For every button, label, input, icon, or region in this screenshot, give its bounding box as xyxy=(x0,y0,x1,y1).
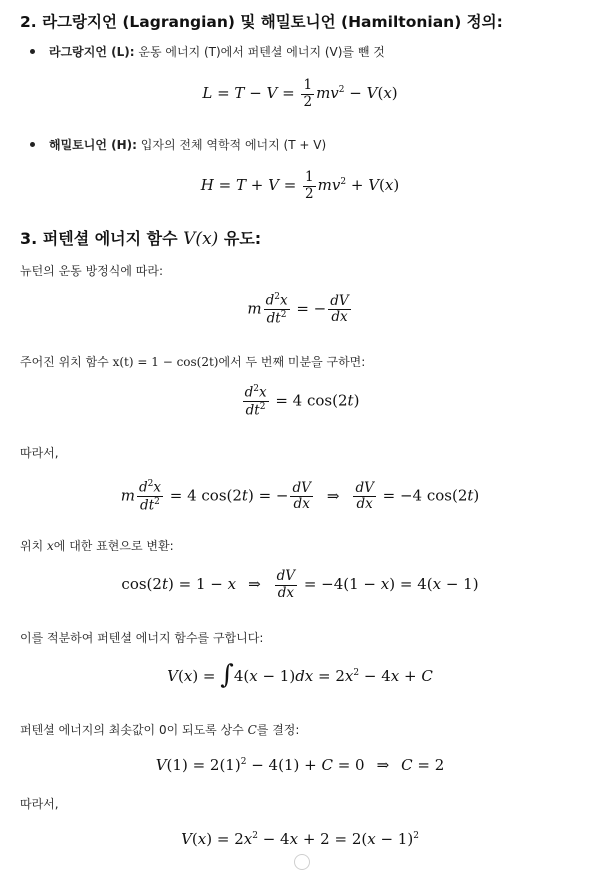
integral-equation: $V(x) = \int 4(x - 1)dx = 2x^2 - 4x + C$ xyxy=(167,660,433,690)
hamiltonian-desc: 입자의 전체 역학적 에너지 (T + V) xyxy=(140,138,327,152)
express-text: 위치 x에 대한 표현으로 변환: xyxy=(20,539,174,553)
substitution-equation: cos(2t) = 1 − x ⇒ $\frac{dV}{dx}$ = −4(1 − x) = 4(x − 1) xyxy=(121,568,479,601)
hamiltonian-equation: H = T + V = $\frac{1}{2}$ $mv^2 + V(x)$ xyxy=(200,169,400,202)
therefore-text-2: 따라서, xyxy=(20,797,59,811)
bullet-dot xyxy=(30,142,35,147)
therefore-text-1: 따라서, xyxy=(20,446,59,460)
lagrangian-term: 라그랑지언 (L): xyxy=(49,45,135,59)
second-derivative-equation: $\frac{d^2x}{dt^2}$ = 4 cos(2t) xyxy=(244,384,360,419)
position-text: 주어진 위치 함수 x(t) = 1 − cos(2t)에서 두 번째 미분을 구하면: xyxy=(20,355,366,369)
constant-text: 퍼텐셜 에너지의 최솟값이 0이 되도록 상수 C를 결정: xyxy=(20,723,300,737)
section-2-heading: 2. 라그랑지언 (Lagrangian) 및 해밀토니언 (Hamiltonian) 정의: xyxy=(20,13,503,31)
scroll-down-button[interactable] xyxy=(294,854,310,870)
lagrangian-desc: 운동 에너지 (T)에서 퍼텐셜 에너지 (V)를 뺀 것 xyxy=(138,45,385,59)
hamiltonian-term: 해밀토니언 (H): xyxy=(49,138,137,152)
section-3-heading: 3. 퍼텐셜 에너지 함수 V(x) 유도: xyxy=(20,229,262,249)
newton-text: 뉴턴의 운동 방정식에 따라: xyxy=(20,264,163,278)
final-potential-equation: $V(x) = 2x^2 - 4x + 2 = 2(x - 1)^2$ xyxy=(181,830,419,848)
lagrangian-equation: L = T − V = $\frac{1}{2}$ $mv^2 - V(x)$ xyxy=(202,77,398,110)
integrate-text: 이를 적분하여 퍼텐셜 에너지 함수를 구합니다: xyxy=(20,631,264,645)
lagrangian-bullet xyxy=(30,43,385,60)
hamiltonian-bullet xyxy=(30,136,326,153)
force-equation: m $\frac{d^2x}{dt^2}$ = 4 cos(2t) = − $\frac{dV}{dx}$ ⇒ $\frac{dV}{dx}$ = −4 cos(2t) xyxy=(120,479,480,514)
newton-equation: m $\frac{d^2x}{dt^2}$ = − $\frac{dV}{dx}$ xyxy=(247,292,349,327)
bullet-dot xyxy=(30,49,35,54)
constant-equation: $V(1) = 2(1)^2 - 4(1) + C = 0$ ⇒ C = 2 xyxy=(155,756,445,774)
